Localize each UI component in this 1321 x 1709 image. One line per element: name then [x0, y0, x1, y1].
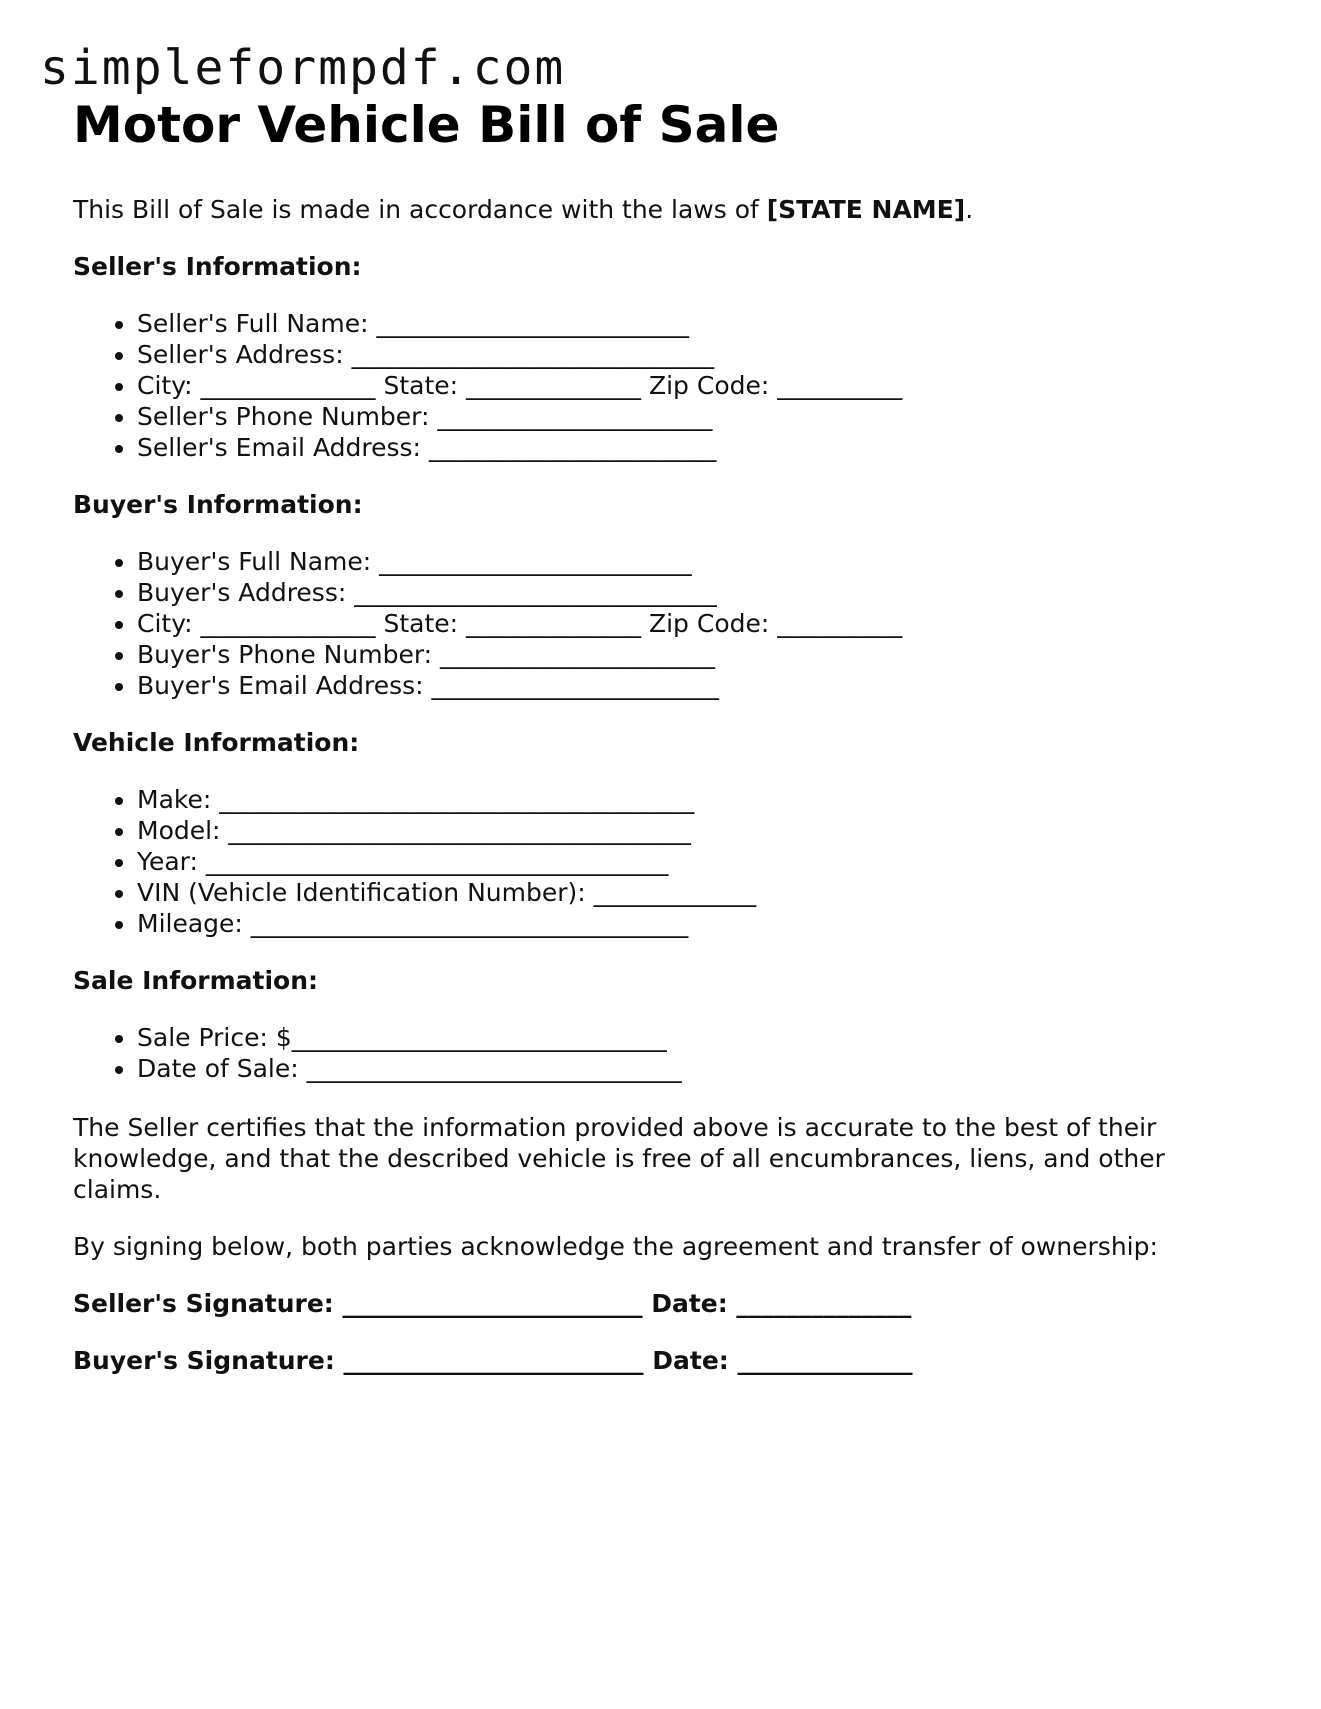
buyer-section-heading: Buyer's Information: [73, 490, 363, 519]
document-title: Motor Vehicle Bill of Sale [73, 96, 780, 154]
buyer-full-name-field: • Buyer's Full Name: _________________________ [137, 546, 1253, 577]
vehicle-model-field: • Model: _____________________________________ [137, 815, 1253, 846]
acknowledgement-paragraph: By signing below, both parties acknowledge the agreement and transfer of ownership: [73, 1232, 1158, 1261]
vehicle-mileage-field: • Mileage: ___________________________________ [137, 908, 1253, 939]
vehicle-fields-list [73, 784, 1253, 939]
certification-paragraph: The Seller certifies that the information provided above is accurate to the best of their knowledge, and that the described vehicle is free of all encumbrances, liens, and other claims. [73, 1113, 1165, 1204]
seller-full-name-field: • Seller's Full Name: _________________________ [137, 308, 1253, 339]
watermark-text: simpleformpdf.com [40, 40, 566, 96]
sale-price-field: • Sale Price: $______________________________ [137, 1022, 1253, 1053]
buyer-phone-field: • Buyer's Phone Number: ______________________ [137, 639, 1253, 670]
buyer-address-field: • Buyer's Address: _____________________________ [137, 577, 1253, 608]
sale-date-field: • Date of Sale: ______________________________ [137, 1053, 1253, 1084]
seller-section-heading: Seller's Information: [73, 252, 362, 281]
intro-paragraph [73, 194, 1253, 225]
seller-fields-list [73, 308, 1253, 463]
buyer-signature-line: Buyer's Signature: ________________________ Date: ______________ [73, 1346, 913, 1375]
seller-signature-line: Seller's Signature: ________________________ Date: ______________ [73, 1289, 912, 1318]
vehicle-section-heading: Vehicle Information: [73, 728, 360, 757]
document-body [73, 90, 1253, 1376]
vehicle-year-field: • Year: _____________________________________ [137, 846, 1253, 877]
seller-email-field: • Seller's Email Address: _______________________ [137, 432, 1253, 463]
buyer-fields-list [73, 546, 1253, 701]
state-name-placeholder: [STATE NAME] [766, 195, 966, 224]
sale-fields-list [73, 1022, 1253, 1084]
seller-address-field: • Seller's Address: _____________________________ [137, 339, 1253, 370]
intro-prefix: This Bill of Sale is made in accordance with the laws of [73, 195, 767, 224]
vehicle-make-field: • Make: ______________________________________ [137, 784, 1253, 815]
sale-section-heading: Sale Information: [73, 966, 318, 995]
buyer-email-field: • Buyer's Email Address: _______________________ [137, 670, 1253, 701]
seller-city-state-zip-field: • City: ______________ State: ______________ Zip Code: __________ [137, 370, 1253, 401]
seller-phone-field: • Seller's Phone Number: ______________________ [137, 401, 1253, 432]
vehicle-vin-field: • VIN (Vehicle Identification Number): _____________ [137, 877, 1253, 908]
intro-suffix: . [965, 195, 974, 224]
buyer-city-state-zip-field: • City: ______________ State: ______________ Zip Code: __________ [137, 608, 1253, 639]
